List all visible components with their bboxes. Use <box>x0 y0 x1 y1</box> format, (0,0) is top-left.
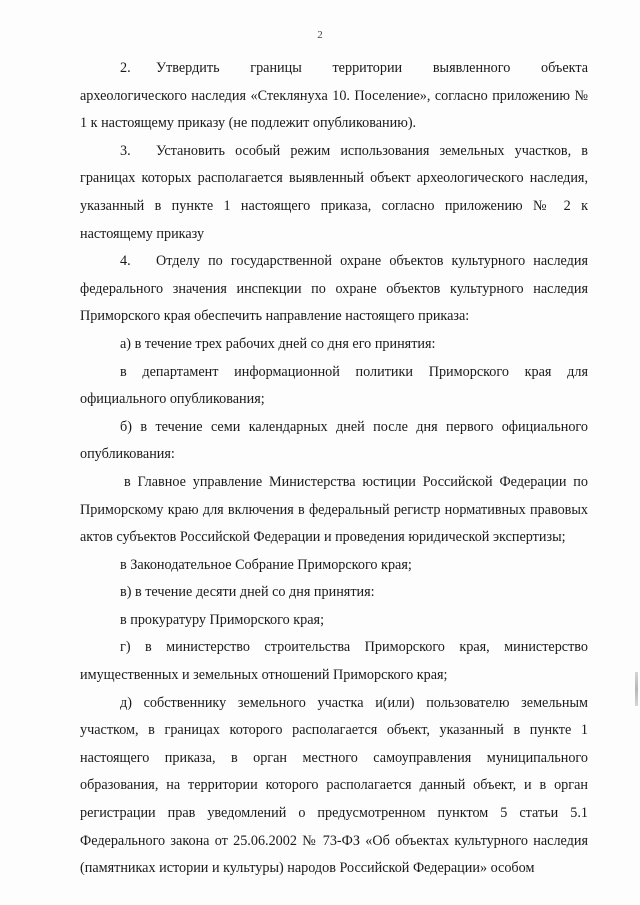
paragraph-text: Утвердить границы территории выявленного объекта археологического наследия «Стеклянуха 10. Поселение», согласно приложению № 1 к настоящему приказу (не подлежит опубликованию). <box>80 60 588 132</box>
recipient-info-policy-dept: в департамент информационной политики Приморского края для официального опубликования; <box>80 363 588 408</box>
page-number: 2 <box>317 29 323 41</box>
subparagraph-b: б) в течение семи календарных дней после дня первого официального опубликования: <box>80 418 588 463</box>
recipient-legislative-assembly: в Законодательное Собрание Приморского края; <box>120 556 412 573</box>
paragraph-3 <box>80 138 588 248</box>
paragraph-number: 4. <box>120 253 131 270</box>
subparagraph-g: г) в министерство строительства Приморского края, министерство имущественных и земельных отношений Приморского края; <box>80 639 588 684</box>
paragraph-text: Установить особый режим использования земельных участков, в границах которых располагается выявленный объект археологического наследия, указанный в пункте 1 настоящего приказа, согласно приложению № 2 к настоящему приказу <box>80 142 588 242</box>
paragraph-2 <box>80 55 588 138</box>
recipient-prosecutor: в прокуратуру Приморского края; <box>120 611 325 628</box>
subparagraph-v: в) в течение десяти дней со дня принятия: <box>120 584 375 601</box>
scan-edge-mark <box>635 672 638 706</box>
paragraph-text: Отделу по государственной охране объектов культурного наследия федерального значения инспекции по охране объектов культурного наследия Приморского края обеспечить направление настоящего приказа: <box>80 253 588 325</box>
document-body <box>80 55 588 883</box>
paragraph-number: 3. <box>120 142 131 159</box>
recipient-justice-ministry: в Главное управление Министерства юстиции Российской Федерации по Приморскому краю для включения в федеральный регистр нормативных правовых актов субъектов Российской Федерации и проведения юридической экспертизы; <box>80 473 588 546</box>
paragraph-4 <box>80 248 588 331</box>
subparagraph-d: д) собственнику земельного участка и(или) пользователю земельным участком, в границах которого располагается объект, указанный в пункте 1 настоящего приказа, в орган местного самоуправления муниципального образования, на территории которого располагается данный объект, и в орган регистрации прав уведомлений о предусмотренном пунктом 5 статьи 5.1 Федерального закона от 25.06.2002 № 73-ФЗ «Об объектах культурного наследия (памятниках истории и культуры) народов Российской Федерации» особом <box>80 694 588 877</box>
paragraph-number: 2. <box>120 60 131 76</box>
subparagraph-a: а) в течение трех рабочих дней со дня его принятия: <box>120 335 436 352</box>
